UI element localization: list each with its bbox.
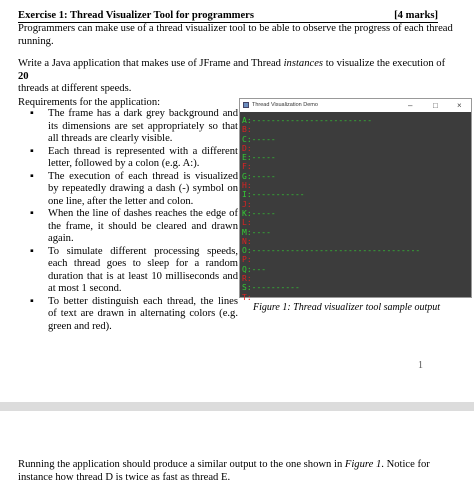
requirements-list: [30, 108, 238, 333]
thread-row: G:-----: [242, 171, 276, 181]
thread-row: O:-----------------------------------: [242, 246, 421, 256]
requirement-text: To simulate different processing speeds, each thread goes to sleep for a random duration that is at least 10 milliseconds and at most 1 second.: [48, 245, 238, 294]
thread-row: L:: [242, 218, 252, 228]
page2-text-a: Running the application should produce a similar output to the one shown in: [18, 459, 345, 470]
task-text-a: Write a Java application that makes use of JFrame and Thread: [18, 58, 284, 69]
minimize-icon[interactable]: –: [408, 101, 413, 110]
window-title: Thread Visualization Demo: [252, 102, 318, 108]
page-number: 1: [418, 360, 423, 371]
close-icon[interactable]: ×: [457, 101, 462, 110]
thread-row: F:: [242, 162, 252, 172]
exercise-marks: [4 marks]: [394, 10, 438, 21]
thread-row: N:: [242, 236, 252, 246]
maximize-icon[interactable]: □: [433, 101, 438, 110]
requirement-text: To better distinguish each thread, the lines of text are drawn in alternating colors (e.g. green and red).: [48, 295, 238, 332]
intro-paragraph: [18, 23, 454, 48]
page2-text-b: . Notice for: [381, 459, 430, 470]
thread-row: S:----------: [242, 283, 300, 293]
requirement-item: [30, 108, 238, 146]
window-titlebar: [240, 99, 471, 112]
task-line-2: threads at different speeds.: [18, 83, 132, 95]
bullet-icon: ▪: [30, 208, 34, 219]
requirement-text: The execution of each thread is visualized by repeatedly drawing a dash (-) symbol on one line, after the letter and colon.: [48, 170, 238, 207]
bullet-icon: ▪: [30, 295, 34, 307]
thread-row: R:: [242, 274, 252, 284]
thread-row: I:-----------: [242, 190, 305, 200]
thread-row: A:-------------------------: [242, 116, 373, 125]
page2-line-1: [18, 459, 462, 472]
intro-line-1: Programmers can make use of a thread visualizer tool to be able to observe the progress of each thread: [18, 23, 453, 34]
thread-row: P:: [242, 255, 252, 265]
figure-caption: Figure 1: Thread visualizer tool sample output: [253, 302, 441, 313]
task-text-emphasis: instances: [283, 58, 324, 69]
thread-row: B:: [242, 125, 252, 135]
thread-row: C:-----: [242, 134, 276, 144]
thread-row: K:-----: [242, 208, 276, 218]
page2-line-2: instance how thread D is twice as fast as thread E.: [18, 471, 231, 483]
thread-rows: [242, 116, 471, 302]
intro-line-2: running.: [18, 35, 54, 47]
requirement-item: [30, 171, 238, 209]
task-line-1: [18, 58, 454, 83]
requirements-heading: Requirements for the application:: [18, 97, 161, 108]
java-app-icon: [243, 102, 249, 108]
task-paragraph: [18, 58, 454, 96]
requirement-item: [30, 146, 238, 171]
bullet-icon: ▪: [30, 245, 34, 257]
thread-row: T:: [242, 292, 252, 302]
figure-reference: Figure 1: [344, 459, 382, 470]
requirement-text: When the line of dashes reaches the edge of the frame, it should be cleared and drawn again.: [48, 208, 238, 244]
thread-visualizer-window: [239, 98, 472, 302]
exercise-title-text: Exercise 1: Thread Visualizer Tool for programmers: [18, 10, 254, 21]
page2-paragraph: [18, 459, 462, 484]
requirement-text: Each thread is represented with a different letter, followed by a colon (e.g. A:).: [48, 145, 238, 169]
bullet-icon: ▪: [30, 108, 34, 119]
bullet-icon: ▪: [30, 170, 34, 182]
requirement-item: [30, 296, 238, 334]
requirement-text: The frame has a dark grey background and its dimensions are set appropriately so that all threads are clearly visible.: [48, 108, 238, 144]
requirement-item: [30, 246, 238, 296]
thread-row: M:----: [242, 227, 271, 237]
task-thread-count: 20: [18, 70, 29, 82]
thread-row: H:: [242, 181, 252, 191]
exercise-title: [18, 9, 438, 23]
thread-row: Q:---: [242, 264, 267, 274]
thread-row: J:: [242, 199, 252, 209]
bullet-icon: ▪: [30, 145, 34, 157]
page-separator: [0, 402, 474, 411]
thread-row: D:: [242, 143, 252, 153]
document-page-2: [0, 411, 474, 487]
task-text-b: to visualize the execution of: [323, 58, 446, 69]
requirement-item: [30, 208, 238, 246]
thread-row: E:-----: [242, 153, 276, 163]
